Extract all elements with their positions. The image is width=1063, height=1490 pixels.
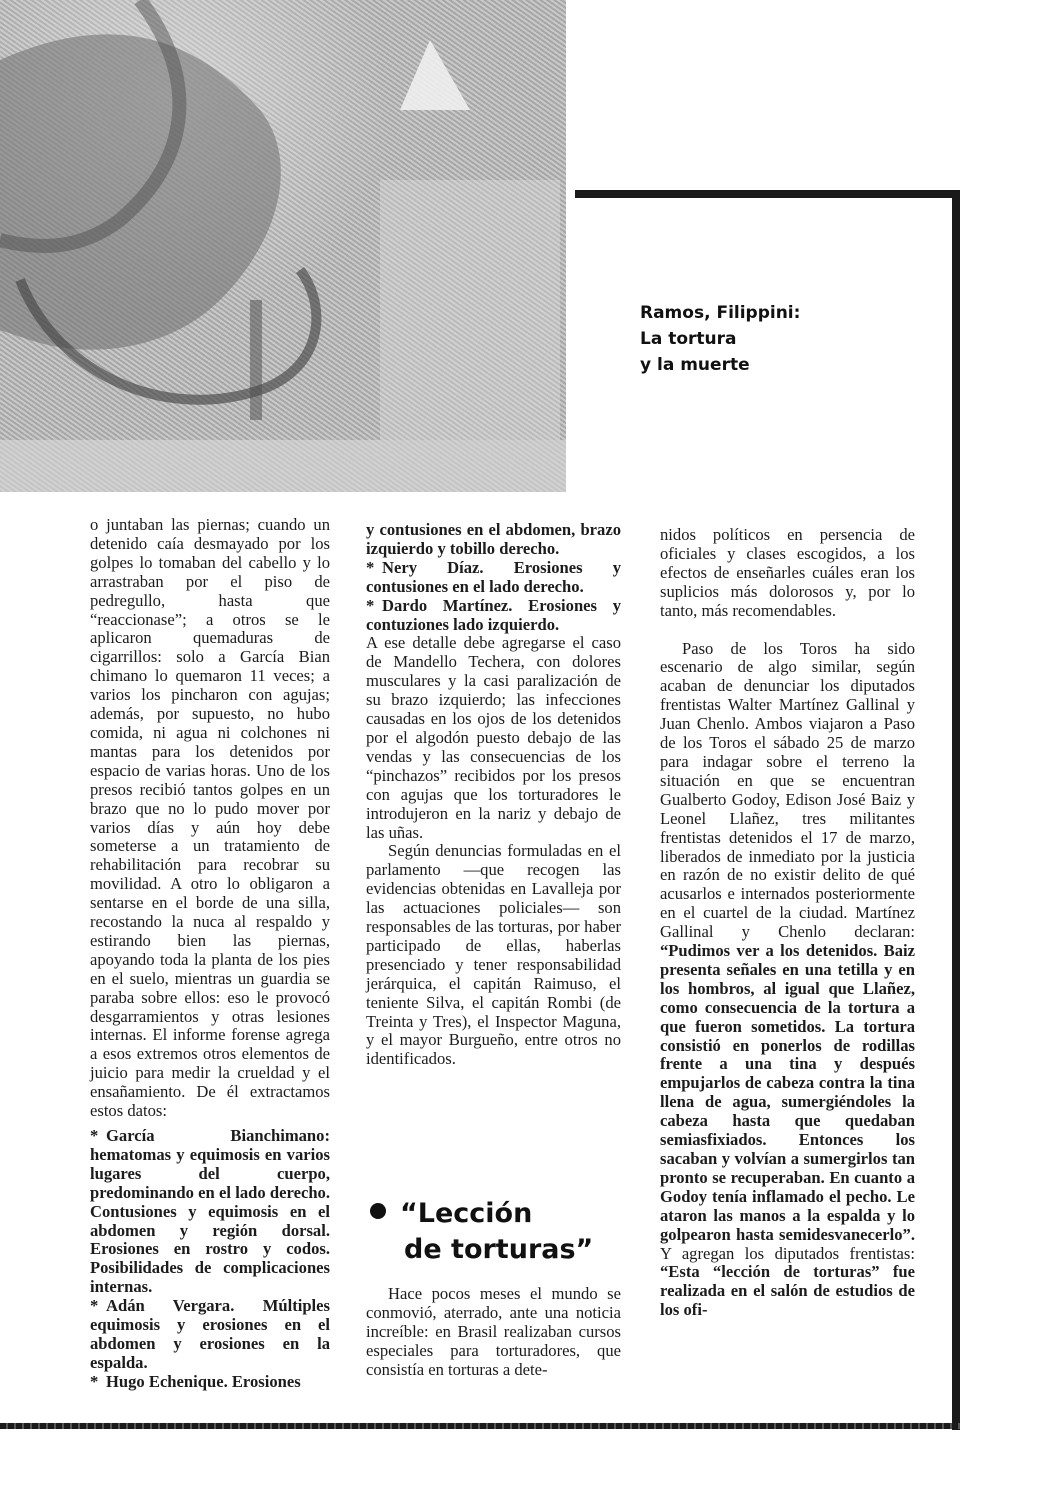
list-item-text: Dardo Martínez. Erosiones y contuziones lado izquierdo. [366, 595, 621, 634]
photo-illustration [0, 0, 566, 492]
asterisk-icon: * [90, 1126, 99, 1145]
column-1 [90, 516, 330, 1392]
list-item [366, 597, 621, 635]
list-item [90, 1297, 330, 1373]
list-item [90, 1127, 330, 1297]
subhead-line-2: de torturas” [404, 1234, 594, 1265]
column-2-lower [366, 1285, 621, 1380]
subhead-line-1: “Lección [400, 1198, 533, 1229]
list-continuation: y contusiones en el abdomen, brazo izquierdo y tobillo derecho. [366, 520, 621, 558]
column-2-paragraph-1: A ese detalle debe agregarse el caso de Mandello Techera, con dolores musculares y la casi paralización de su brazo izquierdo; las infecciones causadas en los ojos de los detenidos por el algodón puesto debajo de las vendas y las consecuencias de los “pinchazos” recibidos por los presos con agujas que los torturadores le introdujeron en la nariz y debajo de las uñas. [366, 633, 621, 842]
headline-line-3: y la muerte [640, 355, 750, 375]
asterisk-icon: * [90, 1296, 99, 1316]
forensic-list-2 [366, 559, 621, 635]
headline-line-1: Ramos, Filippini: [640, 303, 801, 323]
asterisk-icon: * [90, 1371, 99, 1391]
column-3-paragraph-2 [660, 640, 915, 1321]
paragraph-gap [660, 621, 915, 640]
list-item-text: Nery Díaz. Erosiones y contusiones en el lado derecho. [366, 557, 621, 596]
list-item-text: Hugo Echenique. Erosiones [106, 1371, 301, 1391]
forensic-list-1 [90, 1127, 330, 1392]
asterisk-icon: * [366, 595, 375, 615]
column-2-paragraph-3: Hace pocos meses el mundo se conmovió, aterrado, ante una noticia increíble: en Brasil realizaban cursos especiales para torturadores, que consistía en torturas a dete- [366, 1284, 621, 1379]
headline-frame-right [952, 190, 960, 1430]
asterisk-icon: * [366, 557, 375, 577]
halftone-photo [0, 0, 566, 492]
list-item [366, 559, 621, 597]
quote-text: “Pudimos ver a los detenidos. Baiz presenta señales en una tetilla y en los hombros, al igual que Llañez, como consecuencia de la tortura a que fueron sometidos. La tortura consistió en ponerlos de rodillas frente a una tina y después empujarlos de cabeza contra la tina llena de agua, sumergiéndoles la cabeza hasta que quedaban semiasfixiados. Entonces los sacaban y volvían a sumergirlos tan pronto se recuperaban. En cuanto a Godoy tenía inflamado el pecho. Le ataron las manos a la espalda y lo golpearon hasta semidesvanecerlo”. [660, 941, 915, 1244]
page-bottom-rule [0, 1423, 960, 1429]
bullet-dot-icon [370, 1203, 386, 1219]
column-3-paragraph-1: nidos políticos en persencia de oficiales y clases escogidos, a los efectos de enseñarles cuáles eran los suplicios más dolorosos y, por lo tanto, más recomendables. [660, 525, 915, 620]
article-headline [640, 300, 940, 378]
headline-frame-top [575, 190, 960, 198]
paragraph-text: Y agregan los diputados frentistas: [660, 1243, 915, 1263]
list-item-text: García Bianchimano: hematomas y equimosis en varios lugares del cuerpo, predominando en el lado derecho. Contusiones y equimosis en el abdomen y región dorsal. Erosiones en rostro y codos. Posibilidades de complicaciones internas. [90, 1126, 330, 1297]
column-3 [660, 526, 915, 1320]
list-item-text: Adán Vergara. Múltiples equimosis y erosiones en el abdomen y erosiones en la espalda. [90, 1296, 330, 1372]
column-1-paragraph: o juntaban las piernas; cuando un detenido caía desmayado por los golpes lo tomaban del cabello y lo arrastraban por el piso de pedregullo, hasta que “reaccionase”; a otros se le aplicaron quemaduras de cigarrillos: solo a García Bian chimano lo quemaron 11 veces; a varios los pincharon con agujas; además, por supuesto, no hubo comida, ni agua ni colchones ni mantas para los detenidos por espacio de varias horas. Uno de los presos recibió tantos golpes en un brazo que no lo pudo mover por varios días y aún hoy debe someterse a un tratamiento de rehabilitación para recobrar su movilidad. A otro lo obligaron a sentarse en el borde de una silla, recostando la nuca al respaldo y estirando bien las piernas, apoyando toda la planta de los pies en el suelo, mientras un guardia se paraba sobre ellos: eso le provocó desgarramientos y otras lesiones internas. El informe forense agrega a esos extremos otros elementos de juicio para medir la crueldad y el ensañamiento. De él extractamos estos datos: [90, 515, 330, 1121]
column-2-paragraph-2: Según denuncias formuladas en el parlamento —que recogen las evidencias obtenidas en Lavalleja por las actuaciones policiales— son responsables de las torturas, por haber participado de ellas, haberlas presenciado y tener responsabilidad jerárquica, el capitán Raimuso, el teniente Silva, el capitán Rombi (de Treinta y Tres), el Inspector Maguna, y el mayor Burgueño, entre otros no identificados. [366, 841, 621, 1069]
list-item [90, 1373, 330, 1392]
headline-line-2: La tortura [640, 329, 737, 349]
column-2 [366, 521, 621, 1069]
quote-text: “Esta “lección de torturas” fue realizada en el salón de estudios de los ofi- [660, 1262, 915, 1320]
paragraph-text: Paso de los Toros ha sido escenario de algo similar, según acaban de denunciar los diputados frentistas Walter Martínez Gallinal y Juan Chenlo. Ambos viajaron a Paso de los Toros el sábado 25 de marzo para indagar sobre el terreno la situación en que se encuentran Gualberto Godoy, Edison José Baiz y Leonel Llañez, tres militantes frentistas detenidos el 17 de marzo, liberados de inmediato por la justicia en razón de no existir delito de qué acusarlos e internados posteriormente en el cuartel de la ciudad. Martínez Gallinal y Chenlo declaran: [660, 638, 915, 942]
section-subhead [370, 1196, 620, 1268]
